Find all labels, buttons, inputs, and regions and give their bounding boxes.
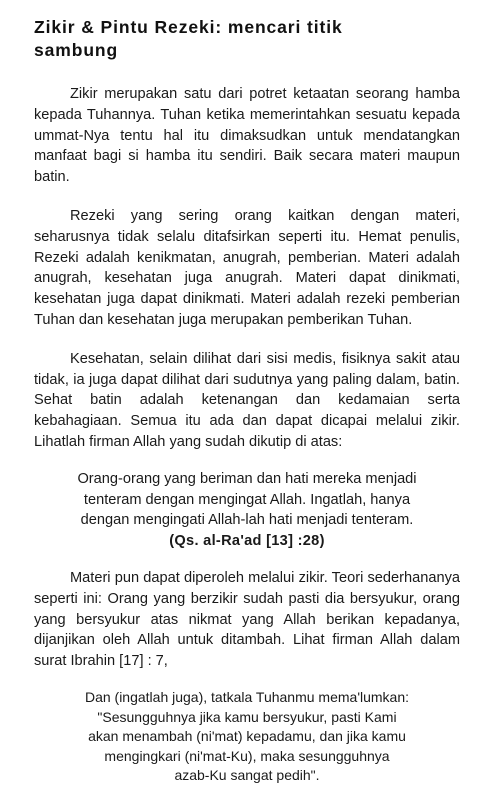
chapter-title-line-2: sambung bbox=[34, 40, 119, 60]
quote-reference: (Qs. al-Ra'ad [13] :28) bbox=[169, 533, 325, 550]
quote-line: azab-Ku sangat pedih". bbox=[174, 767, 320, 784]
quote-line: "Sesungguhnya jika kamu bersyukur, pasti Kami bbox=[97, 708, 397, 725]
chapter-title-line-1: Zikir & Pintu Rezeki: mencari titik bbox=[34, 17, 343, 37]
quote-line: Orang-orang yang beriman dan hati mereka menjadi bbox=[77, 470, 417, 487]
paragraph-4: Materi pun dapat diperoleh melalui zikir. Teori sederhananya seperti ini: Orang yang berzikir sudah pasti dia bersyukur, orang yang bersyukur atas nikmat yang Allah berikan kepadanya, dijanjikan oleh Allah untuk ditambah. Lihat firman Allah dalam surat Ibrahin [17] : 7, bbox=[34, 569, 460, 670]
quote-line: tenteram dengan mengingat Allah. Ingatlah, hanya bbox=[83, 491, 411, 508]
quran-quote-ar-raad bbox=[34, 469, 460, 552]
quran-quote-ibrahim bbox=[34, 688, 460, 786]
quote-line: mengingkari (ni'mat-Ku), maka sesungguhnya bbox=[104, 747, 390, 764]
quote-line: akan menambah (ni'mat) kepadamu, dan jika kamu bbox=[88, 728, 406, 745]
paragraph-2: Rezeki yang sering orang kaitkan dengan materi, seharusnya tidak selalu ditafsirkan seperti itu. Hemat penulis, Rezeki adalah kenikmatan, anugrah, pemberian. Materi adalah anugrah, kesehatan juga anugrah. Materi dapat dinikmati, kesehatan juga dapat dinikmati. Materi adalah rezeki pemberian Tuhan dan kesehatan juga merupakan pemberikan Tuhan. bbox=[34, 207, 460, 328]
quote-line: Dan (ingatlah juga), tatkala Tuhanmu mema'lumkan: bbox=[84, 688, 410, 705]
quote-line: dengan mengingati Allah-lah hati menjadi tenteram. bbox=[80, 512, 414, 529]
paragraph-1: Zikir merupakan satu dari potret ketaatan seorang hamba kepada Tuhannya. Tuhan ketika memerintahkan sesuatu kepada ummat-Nya tentu hal itu dimaksudkan untuk mendatangkan manfaat bagi si hamba itu sendiri. Baik secara materi maupun batin. bbox=[34, 86, 460, 186]
paragraph-3: Kesehatan, selain dilihat dari sisi medis, fisiknya sakit atau tidak, ia juga dapat dilihat dari sudutnya yang paling dalam, batin. Sehat batin adalah ketenangan dan kedamaian serta kebahagiaan. Semua itu ada dan dapat dicapai melalui zikir. Lihatlah firman Allah yang sudah dikutip di atas: bbox=[34, 350, 460, 450]
chapter-title bbox=[34, 16, 460, 62]
